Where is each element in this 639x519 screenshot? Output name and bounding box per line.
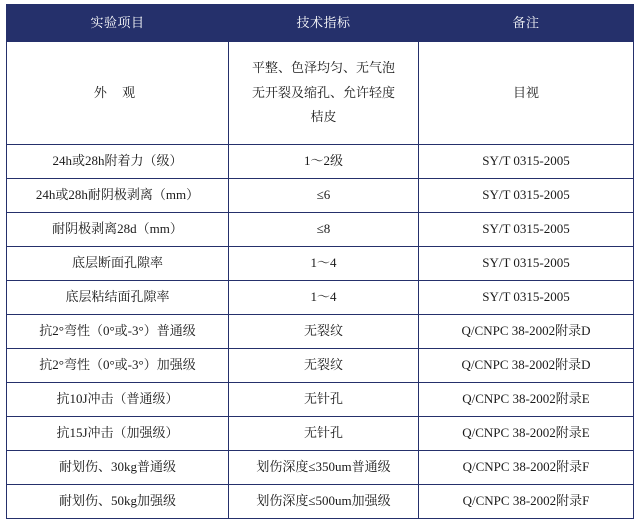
cell-item: 抗15J冲击（加强级） bbox=[7, 417, 229, 451]
cell-spec bbox=[229, 42, 419, 145]
cell-remark: Q/CNPC 38-2002附录E bbox=[419, 383, 634, 417]
spec-line-2: 无开裂及缩孔、允许轻度 bbox=[251, 84, 395, 100]
cell-remark: SY/T 0315-2005 bbox=[419, 179, 634, 213]
table-header bbox=[7, 5, 634, 42]
cell-spec: ≤6 bbox=[229, 179, 419, 213]
table-row bbox=[7, 145, 634, 179]
header-cell-spec: 技术指标 bbox=[229, 5, 419, 42]
cell-item: 耐阴极剥离28d（mm） bbox=[7, 213, 229, 247]
table-row bbox=[7, 281, 634, 315]
table-row bbox=[7, 383, 634, 417]
table-row bbox=[7, 179, 634, 213]
table-row bbox=[7, 315, 634, 349]
spec-line-3: 桔皮 bbox=[310, 109, 337, 125]
cell-remark: SY/T 0315-2005 bbox=[419, 145, 634, 179]
header-cell-item: 实验项目 bbox=[7, 5, 229, 42]
table-body bbox=[7, 42, 634, 519]
cell-spec: 无裂纹 bbox=[229, 315, 419, 349]
cell-item: 底层粘结面孔隙率 bbox=[7, 281, 229, 315]
cell-spec: 1～4 bbox=[229, 281, 419, 315]
header-row bbox=[7, 5, 634, 42]
cell-item: 底层断面孔隙率 bbox=[7, 247, 229, 281]
cell-spec: 无裂纹 bbox=[229, 349, 419, 383]
table-row bbox=[7, 247, 634, 281]
specification-table bbox=[6, 4, 634, 519]
table-row bbox=[7, 485, 634, 519]
spec-line-1: 平整、色泽均匀、无气泡 bbox=[251, 59, 395, 75]
cell-item: 抗2°弯性（0°或-3°）普通级 bbox=[7, 315, 229, 349]
cell-remark: SY/T 0315-2005 bbox=[419, 247, 634, 281]
table-row bbox=[7, 349, 634, 383]
cell-spec: ≤8 bbox=[229, 213, 419, 247]
cell-spec: 无针孔 bbox=[229, 417, 419, 451]
cell-remark: Q/CNPC 38-2002附录F bbox=[419, 485, 634, 519]
cell-spec: 划伤深度≤500um加强级 bbox=[229, 485, 419, 519]
cell-item: 外 观 bbox=[7, 42, 229, 145]
cell-item: 抗2°弯性（0°或-3°）加强级 bbox=[7, 349, 229, 383]
table-row bbox=[7, 42, 634, 145]
cell-item: 24h或28h附着力（级） bbox=[7, 145, 229, 179]
cell-item: 24h或28h耐阴极剥离（mm） bbox=[7, 179, 229, 213]
cell-remark: Q/CNPC 38-2002附录E bbox=[419, 417, 634, 451]
cell-remark: SY/T 0315-2005 bbox=[419, 213, 634, 247]
cell-spec: 1～4 bbox=[229, 247, 419, 281]
cell-remark: Q/CNPC 38-2002附录D bbox=[419, 315, 634, 349]
header-cell-remark: 备注 bbox=[419, 5, 634, 42]
cell-spec: 划伤深度≤350um普通级 bbox=[229, 451, 419, 485]
cell-remark: 目视 bbox=[419, 42, 634, 145]
table-row bbox=[7, 451, 634, 485]
cell-remark: Q/CNPC 38-2002附录F bbox=[419, 451, 634, 485]
table-row bbox=[7, 417, 634, 451]
table-row bbox=[7, 213, 634, 247]
cell-spec: 1～2级 bbox=[229, 145, 419, 179]
cell-item: 耐划伤、30kg普通级 bbox=[7, 451, 229, 485]
cell-remark: Q/CNPC 38-2002附录D bbox=[419, 349, 634, 383]
cell-spec: 无针孔 bbox=[229, 383, 419, 417]
cell-item: 耐划伤、50kg加强级 bbox=[7, 485, 229, 519]
cell-item: 抗10J冲击（普通级） bbox=[7, 383, 229, 417]
cell-remark: SY/T 0315-2005 bbox=[419, 281, 634, 315]
